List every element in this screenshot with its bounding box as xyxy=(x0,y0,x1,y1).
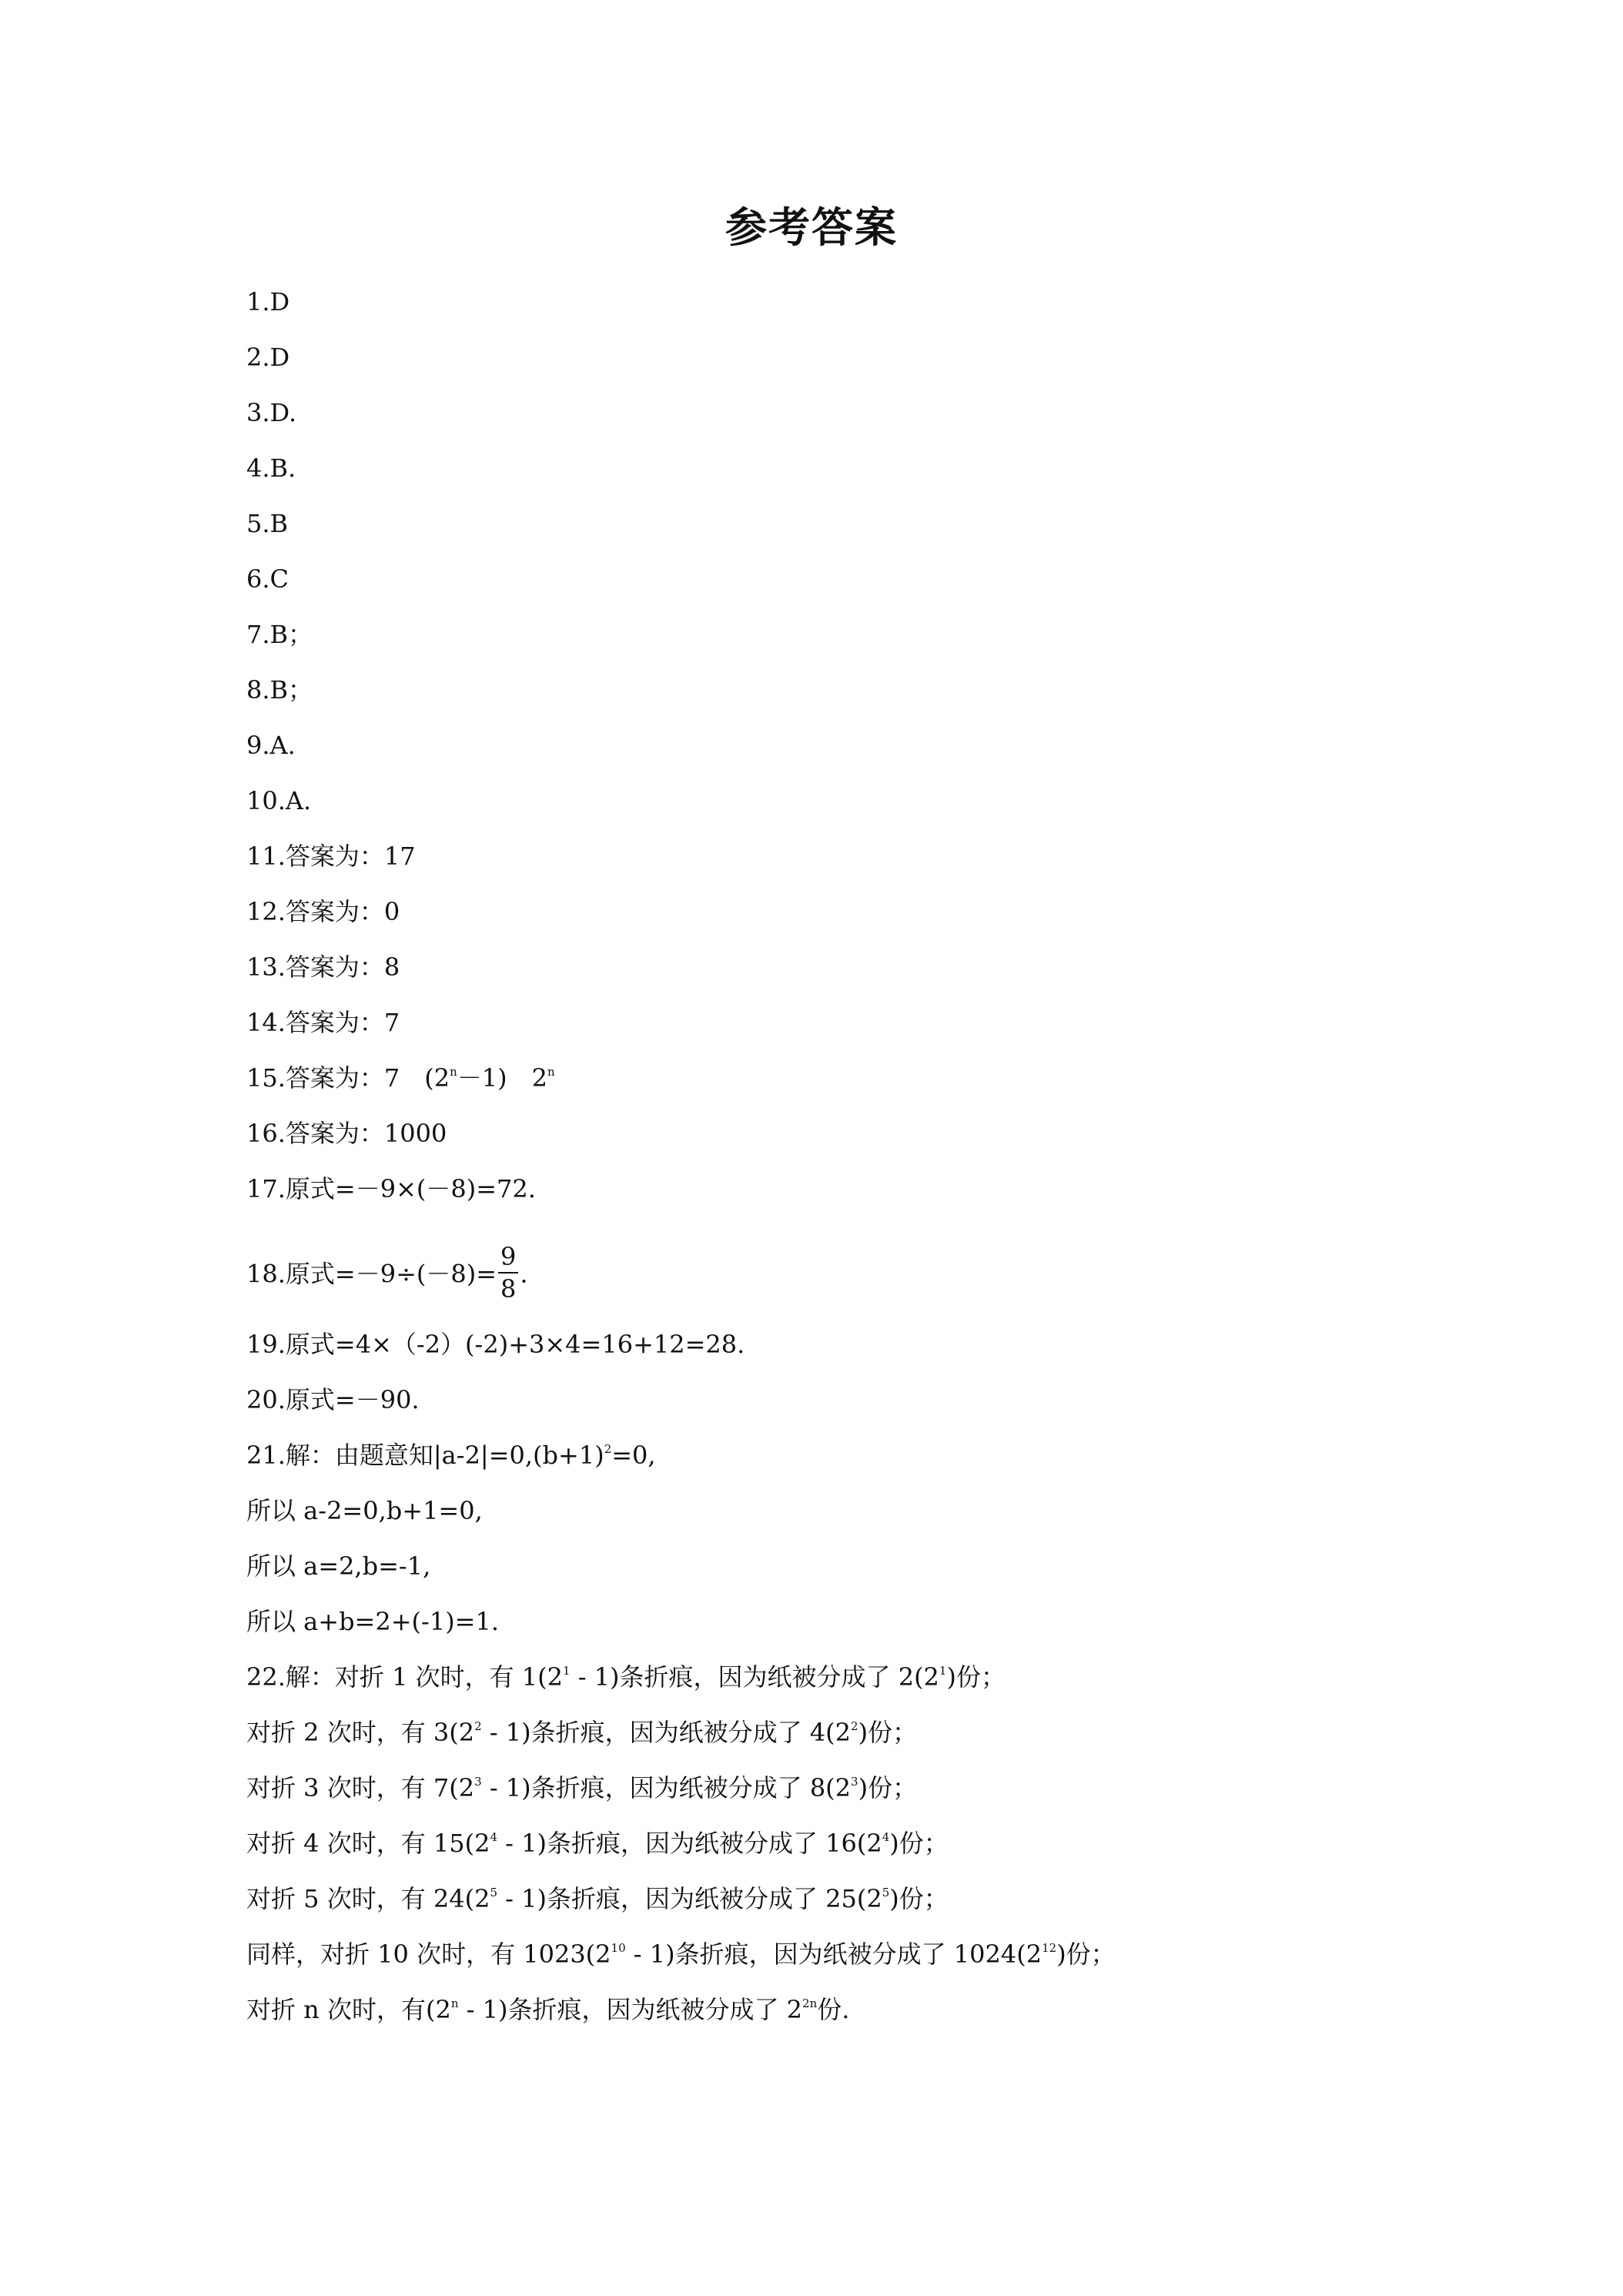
answer-19: 19.原式=4×（-2）(-2)+3×4=16+12=28. xyxy=(246,1330,745,1359)
answer-18: 18.原式=－9÷(－8)= $\frac{9}{8}$ . xyxy=(246,1242,528,1304)
answer-6: 6.C xyxy=(246,564,289,594)
answer-4: 4.B. xyxy=(246,454,296,483)
fraction xyxy=(498,1241,518,1304)
answer-5: 5.B xyxy=(246,509,289,538)
exponent: 3 xyxy=(474,1775,482,1789)
exponent: 1 xyxy=(939,1664,947,1678)
answer-22-line-3: 对折 3 次时，有 $7(2^3 - 1)$条折痕，因为纸被分成了 $8(2^3)$份； xyxy=(246,1773,918,1802)
answer-1: 1.D xyxy=(246,287,290,316)
fraction-numerator: 9 xyxy=(498,1241,518,1274)
answer-21-line-1: 21.解：由题意知$|a-2|=0,(b+1)^2=0$, xyxy=(246,1441,656,1470)
exponent: 2 xyxy=(604,1442,612,1456)
answer-22-line-2: 对折 2 次时，有 $3(2^2 - 1)$条折痕，因为纸被分成了 $4(2^2)$份； xyxy=(246,1718,918,1747)
exponent: 4 xyxy=(490,1830,497,1844)
answer-22-line-4: 对折 4 次时，有 $15(2^4 - 1)$条折痕，因为纸被分成了 $16(2^4)$份； xyxy=(246,1829,949,1858)
exponent: 2n xyxy=(802,1996,818,2010)
answer-22-line-7: 对折 n 次时，有(2$^n$ - 1)条折痕，因为纸被分成了 $2^{2n}$份. xyxy=(246,1995,850,2024)
answer-22-line-6: 同样，对折 10 次时，有 $1023(2^{10} - 1)$条折痕，因为纸被分成了 $1024(2^{12})$份； xyxy=(246,1940,1116,1969)
fraction-denominator: 8 xyxy=(500,1274,517,1304)
exponent: 2 xyxy=(851,1719,858,1733)
answer-22-line-5: 对折 5 次时，有 $24(2^5 - 1)$条折痕，因为纸被分成了 $25(2^5)$份； xyxy=(246,1884,949,1913)
answer-21-line-2: 所以 a-2=0,b+1=0, xyxy=(246,1496,483,1525)
answer-9: 9.A. xyxy=(246,731,296,760)
exponent: 10 xyxy=(611,1941,626,1955)
exponent: 4 xyxy=(882,1830,890,1844)
exponent: 5 xyxy=(490,1886,497,1899)
exponent: n xyxy=(547,1065,555,1079)
answer-21-line-4: 所以 a+b=2+(-1)=1. xyxy=(246,1607,500,1636)
exponent: n xyxy=(450,1996,459,2010)
answer-22-line-1: 22.解：对折 1 次时，有 $1(2^1 - 1)$条折痕，因为纸被分成了 $2(2^1)$份； xyxy=(246,1662,1006,1692)
answer-15: 15.答案为：7 $(2^n-1)$ 2$^n$ xyxy=(246,1063,555,1093)
answer-21-line-3: 所以 a=2,b=-1, xyxy=(246,1551,431,1581)
answer-2: 2.D xyxy=(246,343,290,372)
answer-14: 14.答案为：7 xyxy=(246,1008,400,1037)
exponent: 5 xyxy=(882,1886,890,1899)
answer-12: 12.答案为：0 xyxy=(246,897,400,926)
answer-17: 17.原式=－9×(－8)=72. xyxy=(246,1174,536,1203)
answer-7: 7.B； xyxy=(246,620,313,649)
page-title: 参考答案 xyxy=(725,203,898,252)
exponent: n xyxy=(450,1065,457,1079)
answer-3: 3.D. xyxy=(246,398,297,427)
answer-10: 10.A. xyxy=(246,786,312,815)
answer-16: 16.答案为：1000 xyxy=(246,1119,447,1148)
exponent: 3 xyxy=(851,1775,858,1789)
exponent: 12 xyxy=(1042,1941,1057,1955)
answer-20: 20.原式=－90. xyxy=(246,1385,420,1414)
answer-8: 8.B； xyxy=(246,675,313,705)
exponent: 1 xyxy=(562,1664,571,1678)
answer-11: 11.答案为：17 xyxy=(246,842,416,871)
exponent: 2 xyxy=(474,1719,482,1733)
answer-13: 13.答案为：8 xyxy=(246,952,400,982)
